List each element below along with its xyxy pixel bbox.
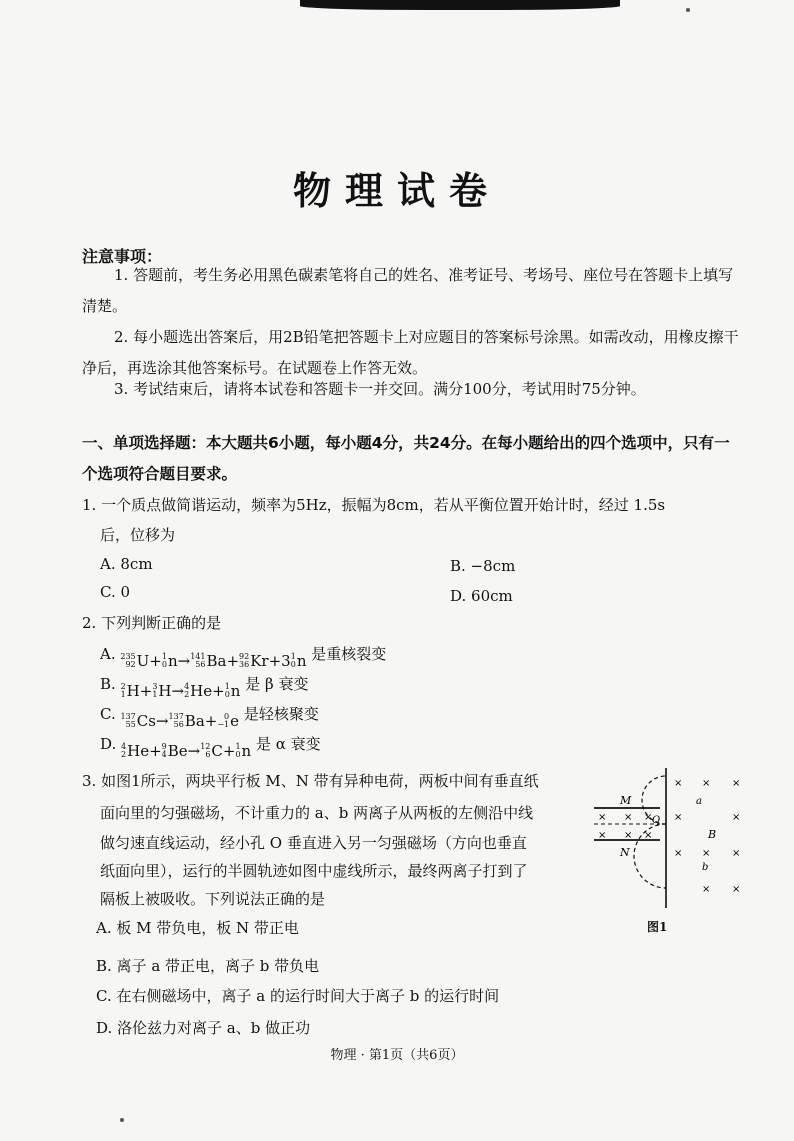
label-a: a: [696, 796, 702, 807]
svg-text:×: ×: [702, 778, 711, 789]
section-heading: 一、单项选择题：本大题共6小题，每小题4分，共24分。在每小题给出的四个选项中，只有一个选项符合题目要求。: [82, 434, 730, 483]
svg-text:×: ×: [732, 778, 741, 789]
svg-text:×: ×: [644, 830, 653, 841]
scan-artifact-top: [300, 0, 620, 10]
q1-option-b: B. −8cm: [450, 557, 516, 575]
svg-text:×: ×: [702, 848, 711, 859]
q2-option-a: A. 235 92 U+ 1 0 n→ 141 56 Ba+ 92 36 Kr+3 1 0 n 是重核裂变: [100, 645, 387, 670]
q3-stem-line4: 纸面向里），运行的半圆轨迹如图中虚线所示，最终两离子打到了: [100, 862, 528, 880]
q2-option-d-text: 是 α 衰变: [256, 735, 321, 753]
svg-text:×: ×: [674, 778, 683, 789]
q1-option-d: D. 60cm: [450, 587, 513, 605]
svg-text:×: ×: [732, 812, 741, 823]
label-field-b: B: [708, 828, 717, 841]
q2-stem: 2. 下列判断正确的是: [82, 614, 222, 632]
svg-text:×: ×: [732, 884, 741, 895]
label-n: N: [620, 846, 630, 859]
q3-stem-line5: 隔板上被吸收。下列说法正确的是: [100, 890, 326, 908]
q3-stem-line3: 做匀速直线运动，经小孔 O 垂直进入另一匀强磁场（方向也垂直: [100, 834, 527, 852]
q3-option-d: D. 洛伦兹力对离子 a、b 做正功: [96, 1019, 311, 1037]
scan-dot: [120, 1118, 124, 1122]
svg-text:×: ×: [598, 812, 607, 823]
svg-text:×: ×: [732, 848, 741, 859]
svg-text:×: ×: [644, 812, 653, 823]
svg-text:×: ×: [674, 812, 683, 823]
page-title: 物理试卷: [292, 168, 501, 213]
label-b: b: [702, 862, 709, 873]
notice-item-1: 1. 答题前，考生务必用黑色碳素笔将自己的姓名、准考证号、考场号、座位号在答题卡上填写清楚。: [82, 266, 734, 315]
figure-1-caption: 图1: [647, 920, 668, 934]
page-footer: 物理 · 第1页（共6页）: [330, 1048, 464, 1063]
label-m: M: [620, 794, 632, 807]
q2-option-a-text: 是重核裂变: [311, 645, 387, 663]
q3-stem-line2: 面向里的匀强磁场，不计重力的 a、b 两离子从两板的左侧沿中线: [100, 804, 534, 822]
q2-option-c-text: 是轻核聚变: [243, 705, 319, 723]
q3-option-b: B. 离子 a 带正电，离子 b 带负电: [96, 957, 320, 975]
q2-option-b: B. 2 1 H+ 3 1 H→ 4 2 He+ 1 0 n 是 β 衰变: [100, 675, 309, 700]
notice-item-3: 3. 考试结束后，请将本试卷和答题卡一并交回。满分100分，考试用时75分钟。: [114, 380, 646, 398]
scan-dot: [686, 8, 690, 12]
figure-1-diagram: [590, 768, 780, 908]
q3-option-a: A. 板 M 带负电，板 N 带正电: [96, 919, 299, 937]
notice-item-2: 2. 每小题选出答案后，用2B铅笔把答题卡上对应题目的答案标号涂黑。如需改动，用橡皮擦干净后，再选涂其他答案标号。在试题卷上作答无效。: [82, 328, 739, 377]
svg-text:×: ×: [624, 830, 633, 841]
svg-text:×: ×: [702, 884, 711, 895]
q1-stem-line1: 1. 一个质点做简谐运动，频率为5Hz，振幅为8cm，若从平衡位置开始计时，经过 1.5s: [82, 496, 666, 514]
q3-option-c: C. 在右侧磁场中，离子 a 的运行时间大于离子 b 的运行时间: [96, 987, 500, 1005]
q1-option-c: C. 0: [100, 583, 131, 601]
svg-text:×: ×: [598, 830, 607, 841]
notice-heading: 注意事项：: [82, 247, 163, 266]
svg-text:×: ×: [624, 812, 633, 823]
q2-option-d: D. 4 2 He+ 9 4 Be→ 12 6 C+ 1 0 n 是 α 衰变: [100, 735, 321, 760]
q1-option-a: A. 8cm: [100, 555, 153, 573]
svg-text:×: ×: [674, 848, 683, 859]
q2-option-c: C. 137 55 Cs→ 137 56 Ba+ 0 −1 e 是轻核聚变: [100, 705, 319, 730]
label-o: O: [652, 815, 661, 826]
q2-option-b-text: 是 β 衰变: [245, 675, 309, 693]
q3-stem-line1: 3. 如图1所示，两块平行板 M、N 带有异种电荷，两板中间有垂直纸: [82, 772, 539, 790]
q1-stem-line2: 后，位移为: [100, 526, 176, 544]
